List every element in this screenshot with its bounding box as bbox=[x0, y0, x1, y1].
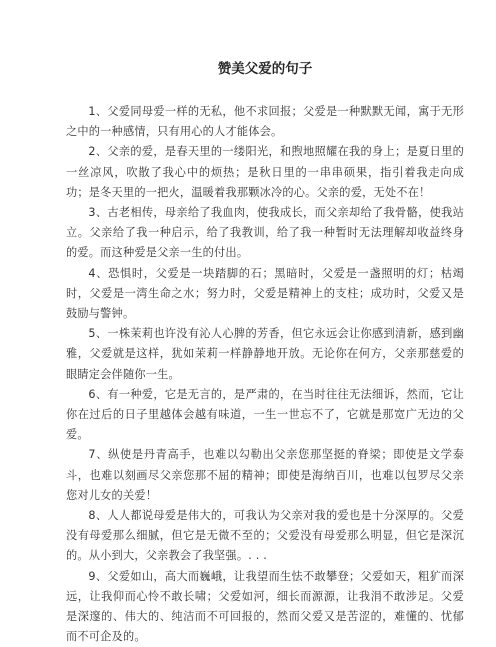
paragraph-3: 3、古老相传，母亲给了我血肉，使我成长，而父亲却给了我骨骼，使我站立。父亲给了我一种启示，给了我教训，给了我一种暂时无法理解却收益终身的爱。而这种爱是父亲一生的付出。 bbox=[66, 206, 464, 260]
paragraph-7: 7、纵使是丹青高手，也难以勾勒出父亲您那坚挺的脊梁；即使是文学泰斗，也难以刻画尽父亲您那不屈的精神；即使是海纳百川，也难以包罗尽父亲您对儿女的关爱！ bbox=[66, 448, 464, 502]
paragraph-4: 4、恐惧时，父爱是一块踏脚的石；黑暗时，父爱是一盏照明的灯；枯竭时，父爱是一湾生命之水；努力时，父爱是精神上的支柱；成功时，父爱又是鼓励与警钟。 bbox=[66, 266, 464, 321]
paragraph-5: 5、一株茉莉也许没有沁人心脾的芳香，但它永远会让你感到清新，感到幽雅，父爱就是这样，犹如茉莉一样静静地开放。无论你在何方，父亲那慈爱的眼睛定会伴随你一生。 bbox=[66, 327, 464, 381]
paragraph-8: 8、人人都说母爱是伟大的，可我认为父亲对我的爱也是十分深厚的。父爱没有母爱那么细腻，但它是无微不至的；父爱没有母爱那么明显，但它是深沉的。从小到大，父亲教会了我坚强。. . . bbox=[66, 509, 464, 563]
paragraph-2: 2、父亲的爱，是春天里的一缕阳光，和煦地照耀在我的身上；是夏日里的一丝凉风，吹散了我心中的烦热；是秋日里的一串串硕果，指引着我走向成功；是冬天里的一把火，温暖着我那颗冰冷的心。父亲的爱，无处不在！ bbox=[66, 145, 464, 199]
document-title: 赞美父爱的句子 bbox=[217, 61, 313, 77]
paragraph-1: 1、父爱同母爱一样的无私，他不求回报；父爱是一种默默无闻，寓于无形之中的一种感情，只有用心的人才能体会。 bbox=[66, 105, 464, 139]
paragraph-9: 9、父爱如山，高大而巍峨，让我望而生怯不敢攀登；父爱如天，粗犷而深远，让我仰而心怜不敢长啸；父爱如河，细长而源源，让我涓不敢涉足。父爱是深邃的、伟大的、纯洁而不可回报的，然而父爱又是苦涩的，难懂的、忧郁而不可企及的。 bbox=[66, 569, 464, 644]
paragraph-6: 6、有一种爱，它是无言的，是严肃的，在当时往往无法细诉，然而，它让你在过后的日子里越体会越有味道，一生一世忘不了，它就是那宽广无边的父爱。 bbox=[66, 387, 464, 442]
